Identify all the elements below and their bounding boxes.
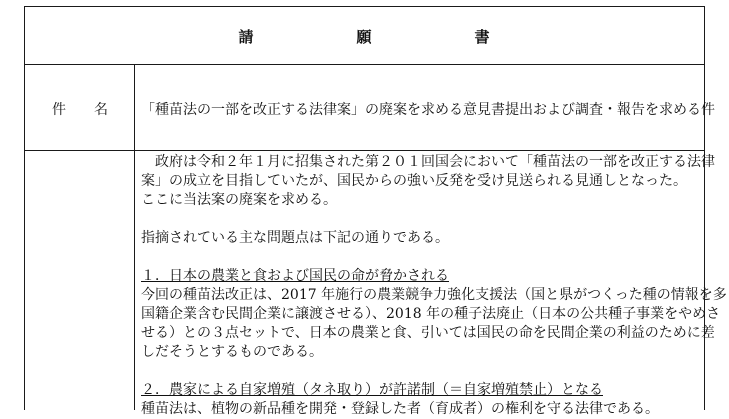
subject-label: 件名 [52,102,136,118]
body-lead: 指摘されている主な問題点は下記の通りである。 [141,230,449,246]
section-heading-1: １．日本の農業と食および国民の命が脅かされる [141,268,449,284]
petition-body [141,153,727,419]
section2-line: 種苗法は、植物の新品種を開発・登録した者（育成者）の権利を守る法律である。 [141,401,659,417]
table-border-left [24,6,25,410]
section1-line: 今回の種苗法改正は、2017 年施行の農業競争力強化支援法（国と県がつくった種の情報を多 [141,287,727,303]
section1-line: 国籍企業含む民間企業に譲渡させる）、2018 年の種子法廃止（日本の公共種子事業をやめさ [141,306,721,322]
section1-line: しだそうとするものである。 [141,344,323,360]
document-title: 請 願 書 [238,28,534,46]
section1-line: せる）との３点セットで、日本の農業と食、引いては国民の命を民間企業の利益のために差 [141,325,715,341]
row-divider-title [24,64,705,65]
row-divider-subject [24,150,705,151]
table-border-top [24,6,705,7]
body-line: 政府は令和２年１月に招集された第２０１回国会において「種苗法の一部を改正する法律 [155,154,715,170]
body-line: 案」の成立を目指していたが、国民からの強い反発を受け見送られる見通しとなった。 [141,173,687,189]
body-line: ここに当法案の廃案を求める。 [141,192,337,208]
subject-text: 「種苗法の一部を改正する法律案」の廃案を求める意見書提出および調査・報告を求める件 [141,102,715,118]
section-heading-2: ２．農家による自家増殖（タネ取り）が許諾制（＝自家増殖禁止）となる [141,382,603,398]
